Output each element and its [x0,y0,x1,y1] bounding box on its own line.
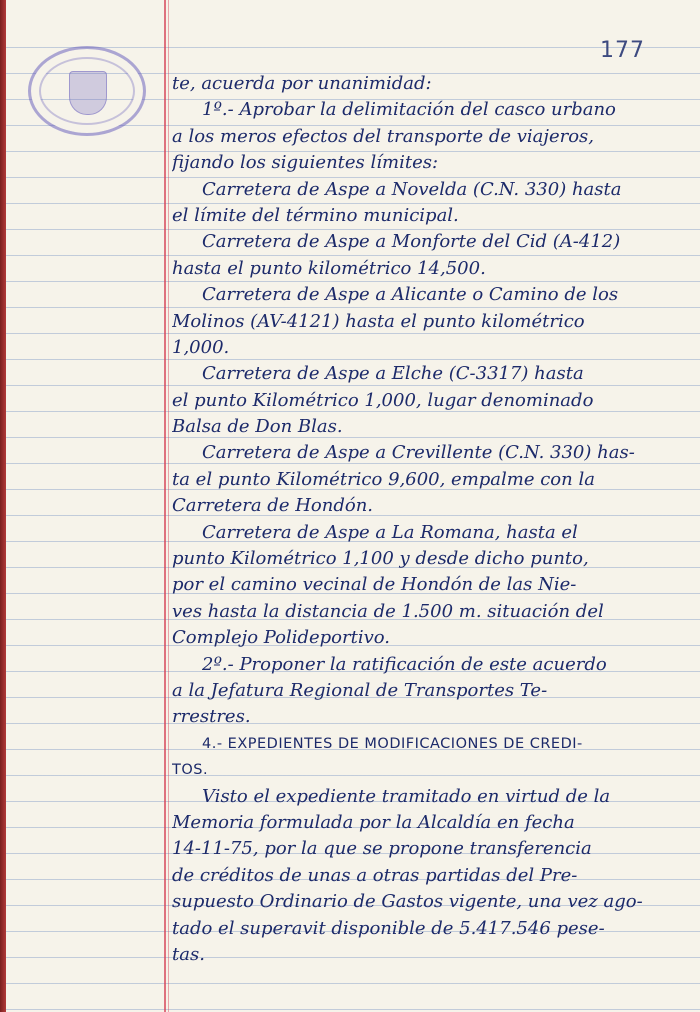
text-line: ta el punto Kilométrico 9,600, empalme con la [172,468,595,490]
text-line: de créditos de unas a otras partidas del Pre- [172,864,578,886]
text-line: Carretera de Aspe a Monforte del Cid (A-412) [202,231,621,253]
text-line: por el camino vecinal de Hondón de las Nie- [172,574,577,596]
text-line: 14-11-75, por la que se propone transferencia [172,838,592,860]
text-line: Carretera de Aspe a Novelda (C.N. 330) hasta [202,178,622,200]
text-line: 2º.- Proponer la ratificación de este acuerdo [202,653,607,675]
text-line: rrestres. [172,706,251,728]
text-line: Carretera de Aspe a La Romana, hasta el [202,521,578,543]
text-line: Balsa de Don Blas. [172,416,343,438]
text-line: Visto el expediente tramitado en virtud de la [202,785,611,807]
text-line: tas. [172,943,205,965]
text-line: Carretera de Aspe a Crevillente (C.N. 330) has- [202,442,635,464]
municipal-seal-stamp [28,46,146,136]
page-number: 177 [600,38,645,63]
text-line: el punto Kilométrico 1,000, lugar denominado [172,389,594,411]
text-line: Memoria formulada por la Alcaldía en fecha [172,811,575,833]
text-line: hasta el punto kilométrico 14,500. [172,257,486,279]
text-line: Molinos (AV-4121) hasta el punto kilométrico [172,310,585,332]
text-line: Carretera de Aspe a Elche (C-3317) hasta [202,363,584,385]
text-line: Carretera de Aspe a Alicante o Camino de los [202,284,619,306]
section-heading-continuation: TOS. [172,762,209,779]
text-line: fijando los siguientes límites: [172,152,439,174]
text-line: ves hasta la distancia de 1.500 m. situación del [172,600,604,622]
text-line: 1º.- Aprobar la delimitación del casco urbano [202,99,616,121]
margin-rule [164,0,166,1012]
text-line: Complejo Polideportivo. [172,627,391,649]
coat-of-arms-icon [69,71,107,115]
handwritten-minutes-text [172,71,682,968]
text-line: punto Kilométrico 1,100 y desde dicho punto, [172,548,589,570]
text-line: tado el superavit disponible de 5.417.546 pese- [172,917,605,939]
margin-rule-secondary [168,0,169,1012]
book-binding [0,0,6,1012]
text-line: el límite del término municipal. [172,204,459,226]
text-line: a la Jefatura Regional de Transportes Te- [172,679,548,701]
section-heading: 4.- EXPEDIENTES DE MODIFICACIONES DE CREDI- [202,735,583,752]
text-line: a los meros efectos del transporte de viajeros, [172,125,595,147]
text-line: Carretera de Hondón. [172,495,374,517]
text-line: 1,000. [172,336,230,358]
text-line: supuesto Ordinario de Gastos vigente, una vez ago- [172,891,643,913]
text-line: te, acuerda por unanimidad: [172,73,432,94]
